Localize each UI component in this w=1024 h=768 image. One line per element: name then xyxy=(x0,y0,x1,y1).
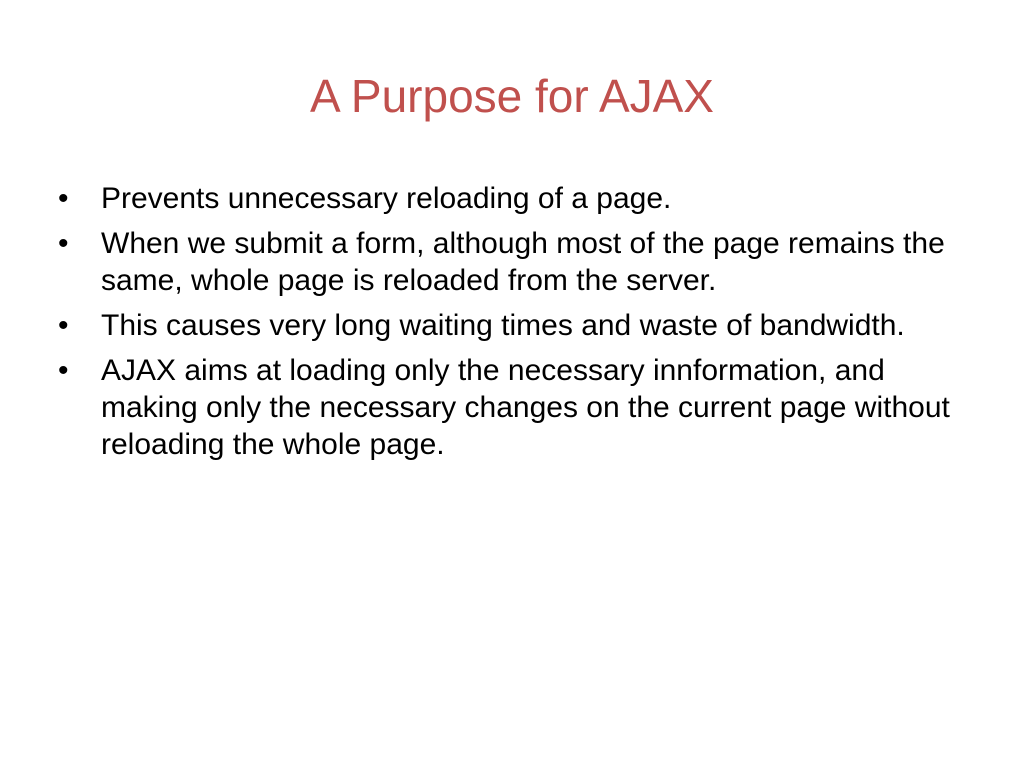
slide-title: A Purpose for AJAX xyxy=(309,70,714,122)
bullet-dot-icon: • xyxy=(58,227,69,260)
bullet-item-4 xyxy=(58,352,958,463)
bullet-item-1 xyxy=(58,180,958,217)
bullet-dot-icon: • xyxy=(58,182,69,215)
bullet-text: Prevents unnecessary reloading of a page. xyxy=(101,182,672,215)
bullet-list xyxy=(58,180,958,471)
bullet-text: AJAX aims at loading only the necessary innformation, and making only the necessary changes on the current page without reloading the whole page. xyxy=(101,354,950,461)
bullet-item-2 xyxy=(58,225,958,299)
bullet-text: When we submit a form, although most of the page remains the same, whole page is reloaded from the server. xyxy=(101,227,945,297)
bullet-dot-icon: • xyxy=(58,309,69,342)
bullet-item-3 xyxy=(58,307,958,344)
bullet-text: This causes very long waiting times and waste of bandwidth. xyxy=(101,309,905,342)
bullet-dot-icon: • xyxy=(58,354,69,387)
